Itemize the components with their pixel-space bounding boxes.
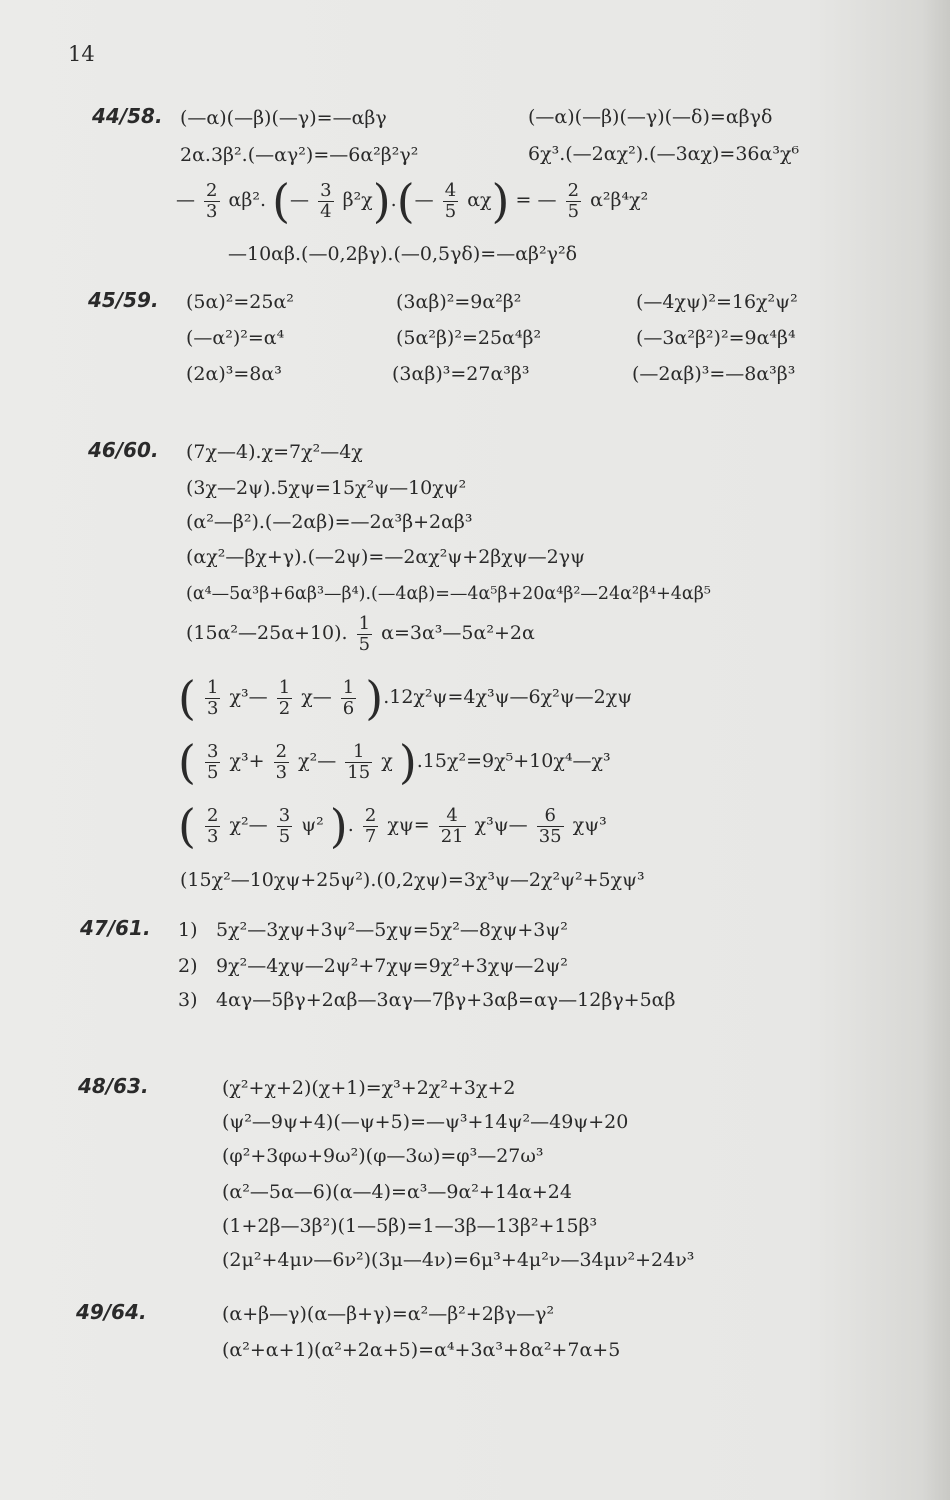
exercise-label-49: 49/64. xyxy=(76,1300,147,1324)
exercise-label-45: 45/59. xyxy=(88,288,159,312)
exercise-label-46: 46/60. xyxy=(88,438,159,462)
eq-44-1b: (—α)(—β)(—γ)(—δ)=αβγδ xyxy=(528,106,773,128)
item-47-1-num: 1) xyxy=(178,919,198,941)
eq-45-r1c3: (—4χψ)²=16χ²ψ² xyxy=(636,291,798,313)
eq-45-r3c3: (—2αβ)³=—8α³β³ xyxy=(632,363,796,385)
eq-44-4: —10αβ.(—0,2βγ).(—0,5γδ)=—αβ²γ²δ xyxy=(228,243,578,265)
eq-45-r2c2: (5α²β)²=25α⁴β² xyxy=(396,327,542,349)
eq-48-5: (1+2β—3β²)(1—5β)=1—3β—13β²+15β³ xyxy=(222,1215,598,1237)
eq-46-10: (15χ²—10χψ+25ψ²).(0,2χψ)=3χ³ψ—2χ²ψ²+5χψ³ xyxy=(180,869,645,891)
eq-45-r1c1: (5α)²=25α² xyxy=(186,291,294,313)
item-47-2-num: 2) xyxy=(178,955,198,977)
eq-48-6: (2μ²+4μν—6ν²)(3μ—4ν)=6μ³+4μ²ν—34μν²+24ν³ xyxy=(222,1249,695,1271)
eq-45-r2c1: (—α²)²=α⁴ xyxy=(186,327,285,349)
eq-46-8: ( $\frac{3}{5}$ χ³+ $\frac{2}{3}$ χ²— $\frac{1}{15}$ χ ).15χ²=9χ⁵+10χ⁴—χ³ xyxy=(178,735,611,789)
page-number: 14 xyxy=(68,42,95,66)
eq-44-2b: 6χ³.(—2αχ²).(—3αχ)=36α³χ⁶ xyxy=(528,143,800,165)
eq-47-1: 5χ²—3χψ+3ψ²—5χψ=5χ²—8χψ+3ψ² xyxy=(216,919,568,941)
eq-46-7: ( $\frac{1}{3}$ χ³— $\frac{1}{2}$ χ— $\frac{1}{6}$ ).12χ²ψ=4χ³ψ—6χ²ψ—2χψ xyxy=(178,671,633,725)
eq-45-r3c1: (2α)³=8α³ xyxy=(186,363,282,385)
eq-46-3: (α²—β²).(—2αβ)=—2α³β+2αβ³ xyxy=(186,511,473,533)
eq-46-5: (α⁴—5α³β+6αβ³—β⁴).(—4αβ)=—4α⁵β+20α⁴β²—24α²β⁴+4αβ⁵ xyxy=(186,584,711,604)
exercise-label-48: 48/63. xyxy=(78,1074,149,1098)
eq-47-3: 4αγ—5βγ+2αβ—3αγ—7βγ+3αβ=αγ—12βγ+5αβ xyxy=(216,989,676,1011)
eq-48-2: (ψ²—9ψ+4)(—ψ+5)=—ψ³+14ψ²—49ψ+20 xyxy=(222,1111,629,1133)
item-47-3-num: 3) xyxy=(178,989,198,1011)
eq-48-1: (χ²+χ+2)(χ+1)=χ³+2χ²+3χ+2 xyxy=(222,1077,516,1099)
exercise-label-44: 44/58. xyxy=(92,104,163,128)
eq-48-4: (α²—5α—6)(α—4)=α³—9α²+14α+24 xyxy=(222,1181,572,1203)
eq-46-9: ( $\frac{2}{3}$ χ²— $\frac{3}{5}$ ψ² ). $\frac{2}{7}$ χψ= $\frac{4}{21}$ χ³ψ— $\frac{6}{35}$ χψ³ xyxy=(178,799,607,853)
eq-46-4: (αχ²—βχ+γ).(—2ψ)=—2αχ²ψ+2βχψ—2γψ xyxy=(186,546,586,568)
eq-44-1: (—α)(—β)(—γ)=—αβγ xyxy=(180,107,387,129)
eq-47-2: 9χ²—4χψ—2ψ²+7χψ=9χ²+3χψ—2ψ² xyxy=(216,955,568,977)
exercise-label-47: 47/61. xyxy=(80,916,151,940)
eq-46-2: (3χ—2ψ).5χψ=15χ²ψ—10χψ² xyxy=(186,477,467,499)
eq-46-1: (7χ—4).χ=7χ²—4χ xyxy=(186,441,363,463)
eq-45-r2c3: (—3α²β²)²=9α⁴β⁴ xyxy=(636,327,796,349)
eq-46-6: (15α²—25α+10). $\frac{1}{5}$ α=3α³—5α²+2α xyxy=(186,612,535,655)
eq-44-2: 2α.3β².(—αγ²)=—6α²β²γ² xyxy=(180,144,419,166)
eq-45-r3c2: (3αβ)³=27α³β³ xyxy=(392,363,530,385)
eq-49-2: (α²+α+1)(α²+2α+5)=α⁴+3α³+8α²+7α+5 xyxy=(222,1339,621,1361)
eq-49-1: (α+β—γ)(α—β+γ)=α²—β²+2βγ—γ² xyxy=(222,1303,555,1325)
eq-45-r1c2: (3αβ)²=9α²β² xyxy=(396,291,522,313)
eq-48-3: (φ²+3φω+9ω²)(φ—3ω)=φ³—27ω³ xyxy=(222,1145,544,1167)
eq-44-3: — $\frac{2}{3}$ αβ². (— $\frac{3}{4}$ β²χ).(— $\frac{4}{5}$ αχ) = — $\frac{2}{5}$ α²β⁴χ² xyxy=(176,174,649,228)
